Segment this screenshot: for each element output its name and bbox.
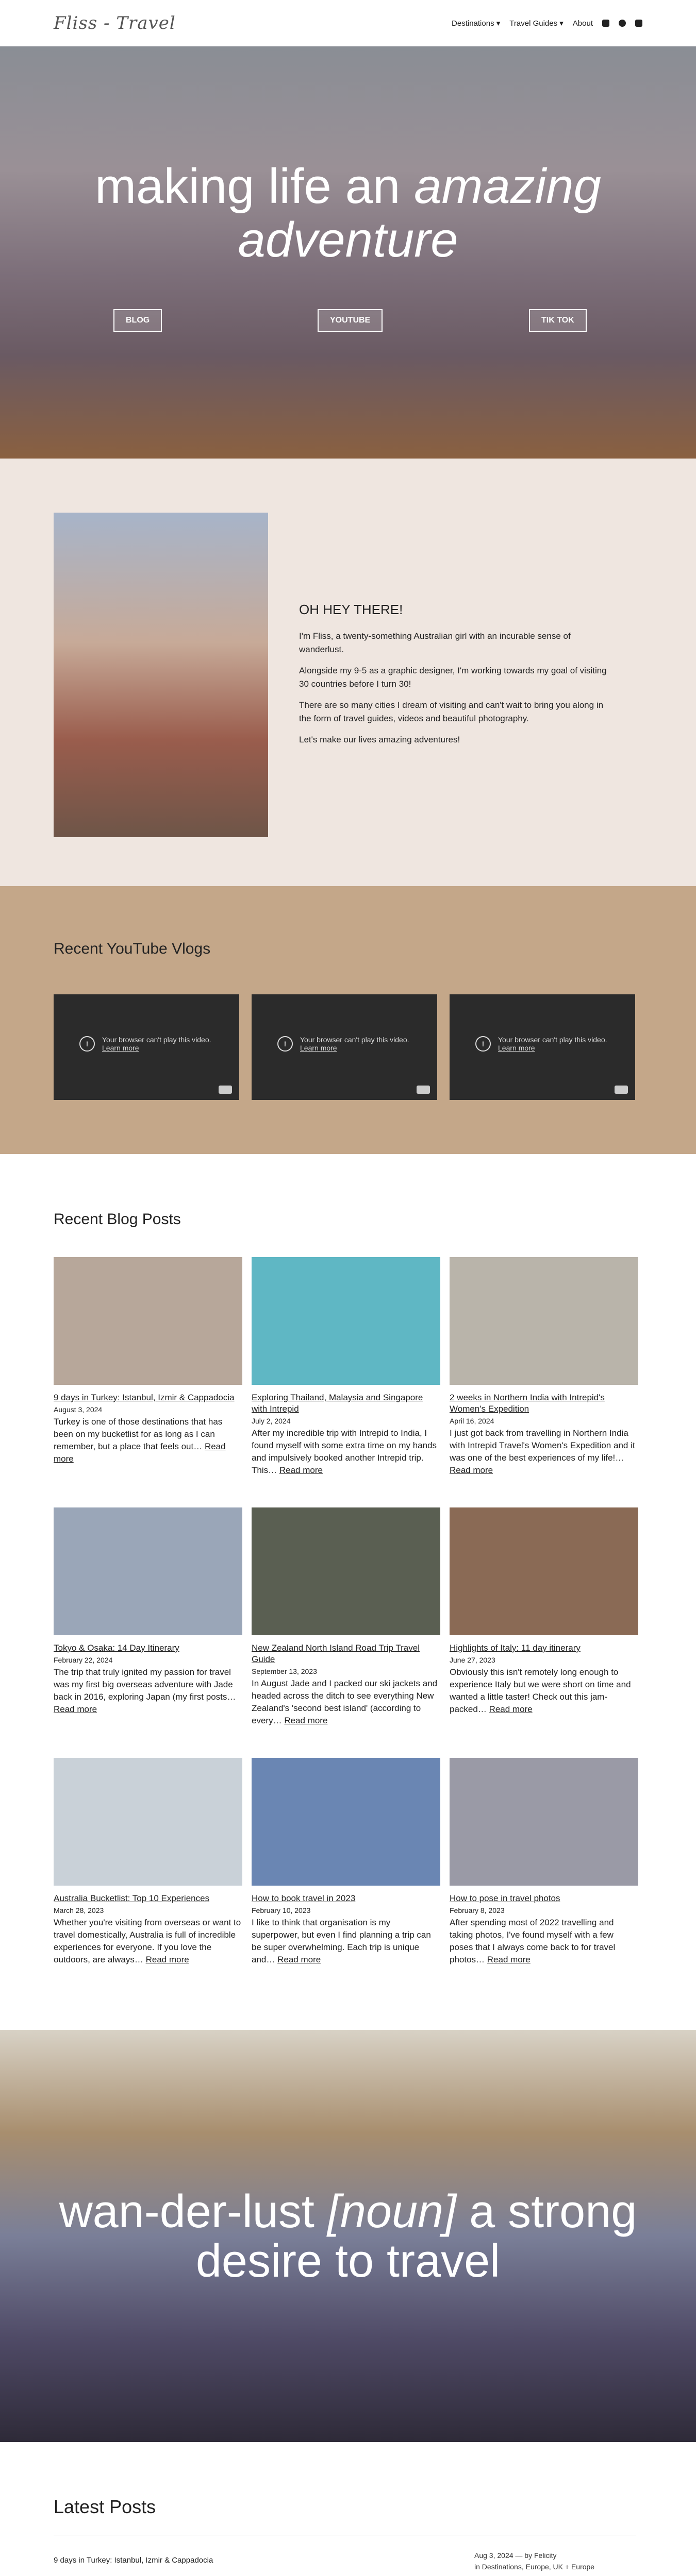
- about-photo: [54, 513, 268, 837]
- youtube-logo-icon[interactable]: [417, 1086, 430, 1094]
- post-excerpt: After my incredible trip with Intrepid to India, I found myself with some extra time on my hands and impulsively booked another Intrepid trip. This… Read more: [252, 1428, 437, 1475]
- post-date: March 28, 2023: [54, 1906, 104, 1914]
- about-paragraph: There are so many cities I dream of visiting and can't wait to bring you along in the form of travel guides, videos and beautiful photography.: [299, 700, 604, 723]
- post-date: September 13, 2023: [252, 1667, 317, 1675]
- about-paragraph: Alongside my 9-5 as a graphic designer, I'm working towards my goal of visiting 30 countries before I turn 30!: [299, 666, 607, 689]
- read-more-link[interactable]: Read more: [487, 1955, 531, 1964]
- blog-post-card: [54, 1507, 242, 1716]
- read-more-link[interactable]: Read more: [450, 1465, 493, 1475]
- read-more-link[interactable]: Read more: [145, 1955, 189, 1964]
- post-title[interactable]: Tokyo & Osaka: 14 Day Itinerary: [54, 1643, 179, 1653]
- youtube-button[interactable]: YOUTUBE: [318, 309, 383, 332]
- post-excerpt: The trip that truly ignited my passion for travel was my first big overseas adventure with Jade back in 2016, exploring Japan (my first posts… Read more: [54, 1667, 236, 1714]
- post-excerpt: Turkey is one of those destinations that has been on my bucketlist for as long as I can remember, but a place that feels out… Read more: [54, 1417, 226, 1464]
- post-title[interactable]: New Zealand North Island Road Trip Travel Guide: [252, 1643, 420, 1664]
- read-more-link[interactable]: Read more: [54, 1442, 226, 1464]
- hero-section: [0, 46, 696, 459]
- tiktok-icon[interactable]: [602, 20, 609, 27]
- post-date: February 22, 2024: [54, 1656, 113, 1664]
- post-thumbnail[interactable]: [450, 1507, 638, 1635]
- youtube-heading: Recent YouTube Vlogs: [54, 940, 211, 957]
- latest-post-meta: Aug 3, 2024 — by Felicity in Destinations, Europe, UK + Europe: [474, 2551, 595, 2571]
- learn-more-link[interactable]: Learn more: [300, 1044, 337, 1052]
- blog-button[interactable]: BLOG: [113, 309, 162, 332]
- read-more-link[interactable]: Read more: [489, 1704, 533, 1714]
- tiktok-button[interactable]: TIK TOK: [529, 309, 587, 332]
- latest-post-row[interactable]: [54, 2535, 636, 2576]
- about-paragraph: I'm Fliss, a twenty-something Australian girl with an incurable sense of wanderlust.: [299, 631, 571, 654]
- blog-post-card: [252, 1507, 440, 1727]
- post-thumbnail[interactable]: [450, 1257, 638, 1385]
- post-date: July 2, 2024: [252, 1417, 291, 1425]
- about-heading: OH HEY THERE!: [299, 602, 403, 617]
- post-date: February 10, 2023: [252, 1906, 311, 1914]
- blog-post-card: [252, 1758, 440, 1966]
- blog-post-card: [54, 1758, 242, 1966]
- blog-post-card: [252, 1257, 440, 1477]
- youtube-section: [0, 886, 696, 1154]
- wanderlust-quote: wan-der-lust [noun] a strong desire to travel: [59, 2186, 637, 2287]
- wanderlust-banner: [0, 2030, 696, 2442]
- post-thumbnail[interactable]: [54, 1257, 242, 1385]
- post-title[interactable]: 9 days in Turkey: Istanbul, Izmir & Cappadocia: [54, 1393, 235, 1402]
- post-thumbnail[interactable]: [54, 1507, 242, 1635]
- info-icon: !: [475, 1036, 491, 1052]
- post-thumbnail[interactable]: [252, 1758, 440, 1886]
- blog-post-card: [450, 1257, 638, 1477]
- youtube-logo-icon[interactable]: [615, 1086, 628, 1094]
- read-more-link[interactable]: Read more: [279, 1465, 323, 1475]
- post-excerpt: I like to think that organisation is my superpower, but even I find planning a trip can be super overwhelming. Each trip is unique and… Read more: [252, 1918, 431, 1964]
- video-player[interactable]: ! Your browser can't play this video. Learn more: [252, 994, 437, 1100]
- blog-section: [0, 1154, 696, 2030]
- post-title[interactable]: Highlights of Italy: 11 day itinerary: [450, 1643, 581, 1653]
- read-more-link[interactable]: Read more: [277, 1955, 321, 1964]
- post-excerpt: After spending most of 2022 travelling and taking photos, I've found myself with a few poses that I always come back to for travel photos… Read more: [450, 1918, 616, 1964]
- video-player[interactable]: ! Your browser can't play this video. Learn more: [450, 994, 635, 1100]
- nav-travel-guides[interactable]: Travel Guides ▾: [509, 19, 564, 28]
- nav-destinations[interactable]: Destinations ▾: [452, 19, 501, 28]
- read-more-link[interactable]: Read more: [54, 1704, 97, 1714]
- pinterest-icon[interactable]: [619, 20, 626, 27]
- latest-posts-section: [0, 2442, 696, 2576]
- post-date: August 3, 2024: [54, 1405, 103, 1414]
- post-date: June 27, 2023: [450, 1656, 495, 1664]
- latest-heading: Latest Posts: [54, 2496, 156, 2517]
- post-title[interactable]: Australia Bucketlist: Top 10 Experiences: [54, 1893, 210, 1903]
- post-title[interactable]: Exploring Thailand, Malaysia and Singapore with Intrepid: [252, 1393, 423, 1414]
- main-nav: [452, 19, 642, 28]
- youtube-icon[interactable]: [635, 20, 642, 27]
- site-logo[interactable]: Fliss - Travel: [54, 13, 176, 33]
- read-more-link[interactable]: Read more: [284, 1716, 328, 1725]
- post-excerpt: Obviously this isn't remotely long enough to experience Italy but we were short on time and wanted a little taster! Check out this jam-packed… Read more: [450, 1667, 631, 1714]
- youtube-logo-icon[interactable]: [219, 1086, 232, 1094]
- video-player[interactable]: ! Your browser can't play this video. Learn more: [54, 994, 239, 1100]
- post-thumbnail[interactable]: [252, 1257, 440, 1385]
- post-thumbnail[interactable]: [252, 1507, 440, 1635]
- learn-more-link[interactable]: Learn more: [102, 1044, 139, 1052]
- info-icon: !: [277, 1036, 293, 1052]
- blog-post-card: [54, 1257, 242, 1465]
- post-thumbnail[interactable]: [54, 1758, 242, 1886]
- post-thumbnail[interactable]: [450, 1758, 638, 1886]
- about-text: [299, 603, 608, 754]
- nav-about[interactable]: About: [572, 19, 593, 28]
- hero-title: making life an amazing adventure: [95, 159, 601, 267]
- post-excerpt: I just got back from travelling in Northern India with Intrepid Travel's Women's Expedition and it was one of the best experiences of my life!… Read more: [450, 1428, 635, 1475]
- site-header: [0, 0, 696, 46]
- post-title[interactable]: 2 weeks in Northern India with Intrepid's Women's Expedition: [450, 1393, 605, 1414]
- post-title[interactable]: How to pose in travel photos: [450, 1893, 560, 1903]
- learn-more-link[interactable]: Learn more: [498, 1044, 535, 1052]
- post-excerpt: In August Jade and I packed our ski jackets and headed across the ditch to see everything New Zealand's 'second best island' (according to every… Read more: [252, 1679, 438, 1725]
- blog-heading: Recent Blog Posts: [54, 1211, 181, 1228]
- blog-post-card: [450, 1758, 638, 1966]
- post-title[interactable]: How to book travel in 2023: [252, 1893, 356, 1903]
- about-paragraph: Let's make our lives amazing adventures!: [299, 735, 460, 744]
- post-date: April 16, 2024: [450, 1417, 494, 1425]
- post-excerpt: Whether you're visiting from overseas or want to travel domestically, Australia is full of incredible experiences for everyone. If you love the outdoors, are always… Read more: [54, 1918, 241, 1964]
- latest-post-title[interactable]: 9 days in Turkey: Istanbul, Izmir & Cappadocia: [54, 2556, 213, 2565]
- about-section: [0, 459, 696, 886]
- post-date: February 8, 2023: [450, 1906, 505, 1914]
- blog-post-card: [450, 1507, 638, 1716]
- info-icon: !: [79, 1036, 95, 1052]
